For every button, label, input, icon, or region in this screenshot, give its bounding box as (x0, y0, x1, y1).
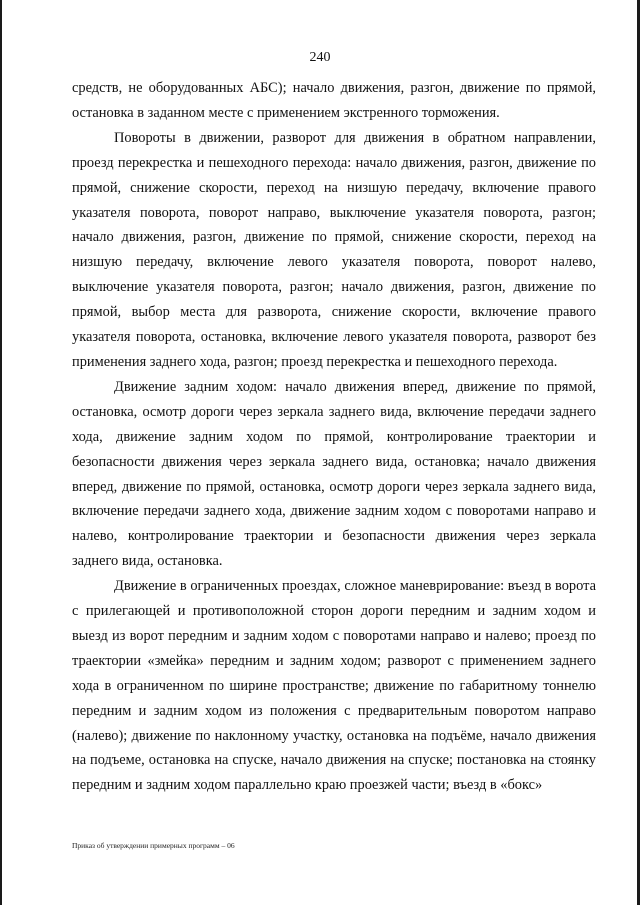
page-number: 240 (309, 50, 331, 65)
scan-edge-left (0, 0, 2, 905)
body-text (72, 76, 596, 798)
paragraph-maneuvering: Движение в ограниченных проездах, сложное маневрирование: въезд в ворота с прилегающей и противоположной сторон дороги передним и задним ходом и выезд из ворот передним и задним ходом с поворотами направо и налево; проезд по траектории «змейка» передним и задним ходом; разворот с применением заднего хода в ограниченном по ширине пространстве; движение по габаритному тоннелю передним и задним ходом из положения с предварительным поворотом направо (налево); движение по наклонному участку, остановка на подъёме, начало движения на подъеме, остановка на спуске, начало движения на спуске; постановка на стоянку передним и задним ходом параллельно краю проезжей части; въезд в «бокс» (72, 578, 596, 794)
paragraph-reverse: Движение задним ходом: начало движения вперед, движение по прямой, остановка, осмотр дороги через зеркала заднего вида, включение передачи заднего хода, движение задним ходом по прямой, контролирование траектории и безопасности движения через зеркала заднего вида, остановка; начало движения вперед, движение по прямой, остановка, осмотр дороги через зеркала заднего вида, включение передачи заднего хода, движение задним ходом с поворотами направо и налево, контролирование траектории и безопасности движения через зеркала заднего вида, остановка. (72, 378, 596, 570)
paragraph-continuation: средств, не оборудованных АБС); начало движения, разгон, движение по прямой, остановка в заданном месте с применением экстренного торможения. (72, 80, 596, 121)
paragraph-turns: Повороты в движении, разворот для движения в обратном направлении, проезд перекрестка и пешеходного перехода: начало движения, разгон, движение по прямой, снижение скорости, переход на низшую передачу, включение правого указателя поворота, поворот направо, выключение указателя поворота, разгон; начало движения, разгон, движение по прямой, снижение скорости, переход на низшую передачу, включение левого указателя поворота, поворот налево, выключение указателя поворота, разгон; начало движения, разгон, движение по прямой, выбор места для разворота, снижение скорости, включение правого указателя поворота, остановка, включение левого указателя поворота, разворот без применения заднего хода, разгон; проезд перекрестка и пешеходного перехода. (72, 129, 596, 370)
footer-note: Приказ об утверждении примерных программ – 06 (72, 841, 235, 850)
